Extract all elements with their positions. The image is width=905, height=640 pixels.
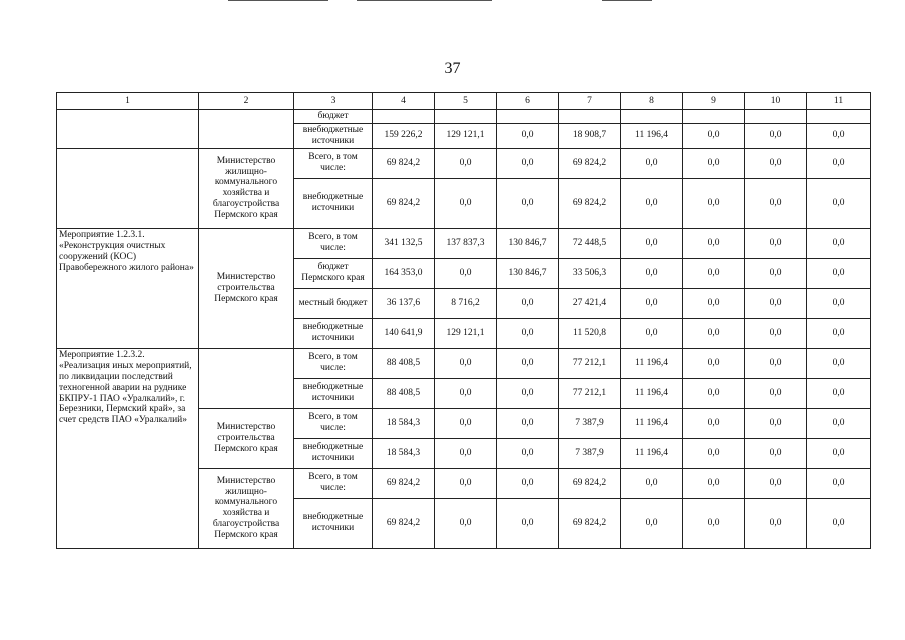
budget-table [56,92,871,549]
table-row [57,110,871,124]
page-number: 37 [444,60,461,77]
value-cell: 0,0 [745,148,807,178]
header-cell: 9 [683,93,745,110]
value-cell: 341 132,5 [373,228,435,258]
value-cell: 0,0 [621,288,683,318]
source-cell: Всего, в том числе: [294,408,373,438]
value-cell: 88 408,5 [373,378,435,408]
table-row [57,348,871,378]
header-cell: 8 [621,93,683,110]
source-cell: внебюджетные источники [294,438,373,468]
value-cell: 0,0 [807,438,871,468]
value-cell: 0,0 [683,258,745,288]
value-cell: 0,0 [621,498,683,548]
value-cell: 0,0 [807,468,871,498]
value-cell [745,110,807,124]
value-cell: 0,0 [807,318,871,348]
value-cell: 0,0 [497,498,559,548]
value-cell [559,110,621,124]
value-cell [497,110,559,124]
value-cell: 0,0 [683,318,745,348]
value-cell: 0,0 [497,288,559,318]
header-cell: 7 [559,93,621,110]
value-cell: 0,0 [435,348,497,378]
value-cell: 0,0 [621,468,683,498]
value-cell: 0,0 [745,408,807,438]
value-cell [435,110,497,124]
source-cell: внебюджетные источники [294,498,373,548]
value-cell: 0,0 [745,124,807,149]
value-cell: 36 137,6 [373,288,435,318]
value-cell: 130 846,7 [497,228,559,258]
value-cell: 0,0 [435,178,497,228]
source-cell: Всего, в том числе: [294,228,373,258]
value-cell: 0,0 [497,438,559,468]
value-cell: 0,0 [621,258,683,288]
source-cell: бюджет [294,110,373,124]
source-cell: внебюджетные источники [294,124,373,149]
value-cell: 11 196,4 [621,348,683,378]
value-cell: 0,0 [497,468,559,498]
value-cell: 0,0 [745,318,807,348]
top-rule [228,0,328,1]
value-cell: 0,0 [745,378,807,408]
value-cell: 0,0 [497,348,559,378]
org-cell-empty [199,110,294,149]
value-cell: 0,0 [497,378,559,408]
header-cell: 6 [497,93,559,110]
org-cell: Министерство жилищно-коммунального хозяйства и благоустройства Пермского края [199,148,294,228]
value-cell: 0,0 [435,378,497,408]
value-cell: 0,0 [745,468,807,498]
value-cell: 0,0 [497,178,559,228]
value-cell: 0,0 [683,288,745,318]
header-cell: 3 [294,93,373,110]
value-cell [807,110,871,124]
value-cell: 0,0 [745,288,807,318]
measure-cell-empty [57,148,199,228]
value-cell: 69 824,2 [559,498,621,548]
value-cell: 0,0 [435,468,497,498]
value-cell: 0,0 [621,228,683,258]
source-cell: внебюджетные источники [294,378,373,408]
value-cell: 0,0 [435,408,497,438]
measure-1-2-3-2: Мероприятие 1.2.3.2. «Реализация иных мероприятий, по ликвидации последствий техногенной аварии на руднике БКПРУ-1 ПАО «Уралкалий», г. Березники, Пермский край», за счет средств ПАО «Уралкалий» [57,348,199,548]
value-cell: 0,0 [745,228,807,258]
table-row [57,228,871,258]
value-cell: 0,0 [683,228,745,258]
value-cell: 0,0 [807,378,871,408]
value-cell: 0,0 [683,438,745,468]
measure-cell-empty [57,110,199,149]
value-cell: 130 846,7 [497,258,559,288]
value-cell: 0,0 [683,148,745,178]
value-cell: 0,0 [621,148,683,178]
value-cell: 164 353,0 [373,258,435,288]
header-cell: 1 [57,93,199,110]
value-cell: 88 408,5 [373,348,435,378]
value-cell: 7 387,9 [559,438,621,468]
value-cell: 0,0 [497,148,559,178]
value-cell: 77 212,1 [559,348,621,378]
value-cell: 69 824,2 [373,468,435,498]
value-cell: 0,0 [683,468,745,498]
value-cell: 0,0 [745,178,807,228]
value-cell: 0,0 [683,178,745,228]
value-cell: 77 212,1 [559,378,621,408]
value-cell: 159 226,2 [373,124,435,149]
table-row [57,148,871,178]
value-cell: 0,0 [435,258,497,288]
value-cell: 0,0 [621,178,683,228]
value-cell: 69 824,2 [559,178,621,228]
value-cell: 0,0 [807,258,871,288]
source-cell: местный бюджет [294,288,373,318]
value-cell: 69 824,2 [373,498,435,548]
value-cell: 0,0 [683,498,745,548]
header-cell: 11 [807,93,871,110]
value-cell: 129 121,1 [435,124,497,149]
value-cell: 27 421,4 [559,288,621,318]
header-row [57,93,871,110]
value-cell [621,110,683,124]
value-cell: 0,0 [807,148,871,178]
value-cell: 0,0 [435,498,497,548]
value-cell: 0,0 [745,498,807,548]
value-cell: 0,0 [745,258,807,288]
value-cell: 69 824,2 [559,148,621,178]
value-cell: 129 121,1 [435,318,497,348]
header-cell: 5 [435,93,497,110]
value-cell: 0,0 [807,348,871,378]
value-cell: 11 196,4 [621,378,683,408]
header-cell: 10 [745,93,807,110]
value-cell: 8 716,2 [435,288,497,318]
value-cell: 0,0 [621,318,683,348]
value-cell: 0,0 [497,408,559,438]
value-cell: 0,0 [807,288,871,318]
value-cell: 18 908,7 [559,124,621,149]
source-cell: Всего, в том числе: [294,148,373,178]
value-cell: 69 824,2 [373,178,435,228]
top-rule [357,0,492,1]
value-cell: 140 641,9 [373,318,435,348]
source-cell: внебюджетные источники [294,318,373,348]
value-cell: 0,0 [807,498,871,548]
value-cell: 0,0 [683,378,745,408]
value-cell: 69 824,2 [559,468,621,498]
value-cell: 72 448,5 [559,228,621,258]
source-cell: Всего, в том числе: [294,348,373,378]
org-cell-empty [199,348,294,408]
value-cell: 33 506,3 [559,258,621,288]
value-cell: 18 584,3 [373,438,435,468]
value-cell: 18 584,3 [373,408,435,438]
source-cell: внебюджетные источники [294,178,373,228]
value-cell: 11 520,8 [559,318,621,348]
top-rule [602,0,652,1]
value-cell: 69 824,2 [373,148,435,178]
value-cell: 0,0 [435,438,497,468]
value-cell [373,110,435,124]
value-cell: 0,0 [807,178,871,228]
value-cell: 7 387,9 [559,408,621,438]
value-cell: 0,0 [683,408,745,438]
value-cell: 0,0 [435,148,497,178]
value-cell [683,110,745,124]
org-cell: Министерство жилищно-коммунального хозяйства и благоустройства Пермского края [199,468,294,548]
value-cell: 11 196,4 [621,438,683,468]
value-cell: 0,0 [807,408,871,438]
value-cell: 0,0 [807,124,871,149]
value-cell: 137 837,3 [435,228,497,258]
value-cell: 0,0 [745,348,807,378]
value-cell: 0,0 [807,228,871,258]
value-cell: 0,0 [745,438,807,468]
org-cell: Министерство строительства Пермского края [199,228,294,348]
source-cell: бюджет Пермского края [294,258,373,288]
header-cell: 2 [199,93,294,110]
value-cell: 11 196,4 [621,408,683,438]
value-cell: 0,0 [497,124,559,149]
header-cell: 4 [373,93,435,110]
value-cell: 0,0 [683,348,745,378]
value-cell: 11 196,4 [621,124,683,149]
value-cell: 0,0 [683,124,745,149]
org-cell: Министерство строительства Пермского края [199,408,294,468]
source-cell: Всего, в том числе: [294,468,373,498]
measure-1-2-3-1: Мероприятие 1.2.3.1. «Реконструкция очистных сооружений (КОС) Правобережного жилого района» [57,228,199,348]
value-cell: 0,0 [497,318,559,348]
